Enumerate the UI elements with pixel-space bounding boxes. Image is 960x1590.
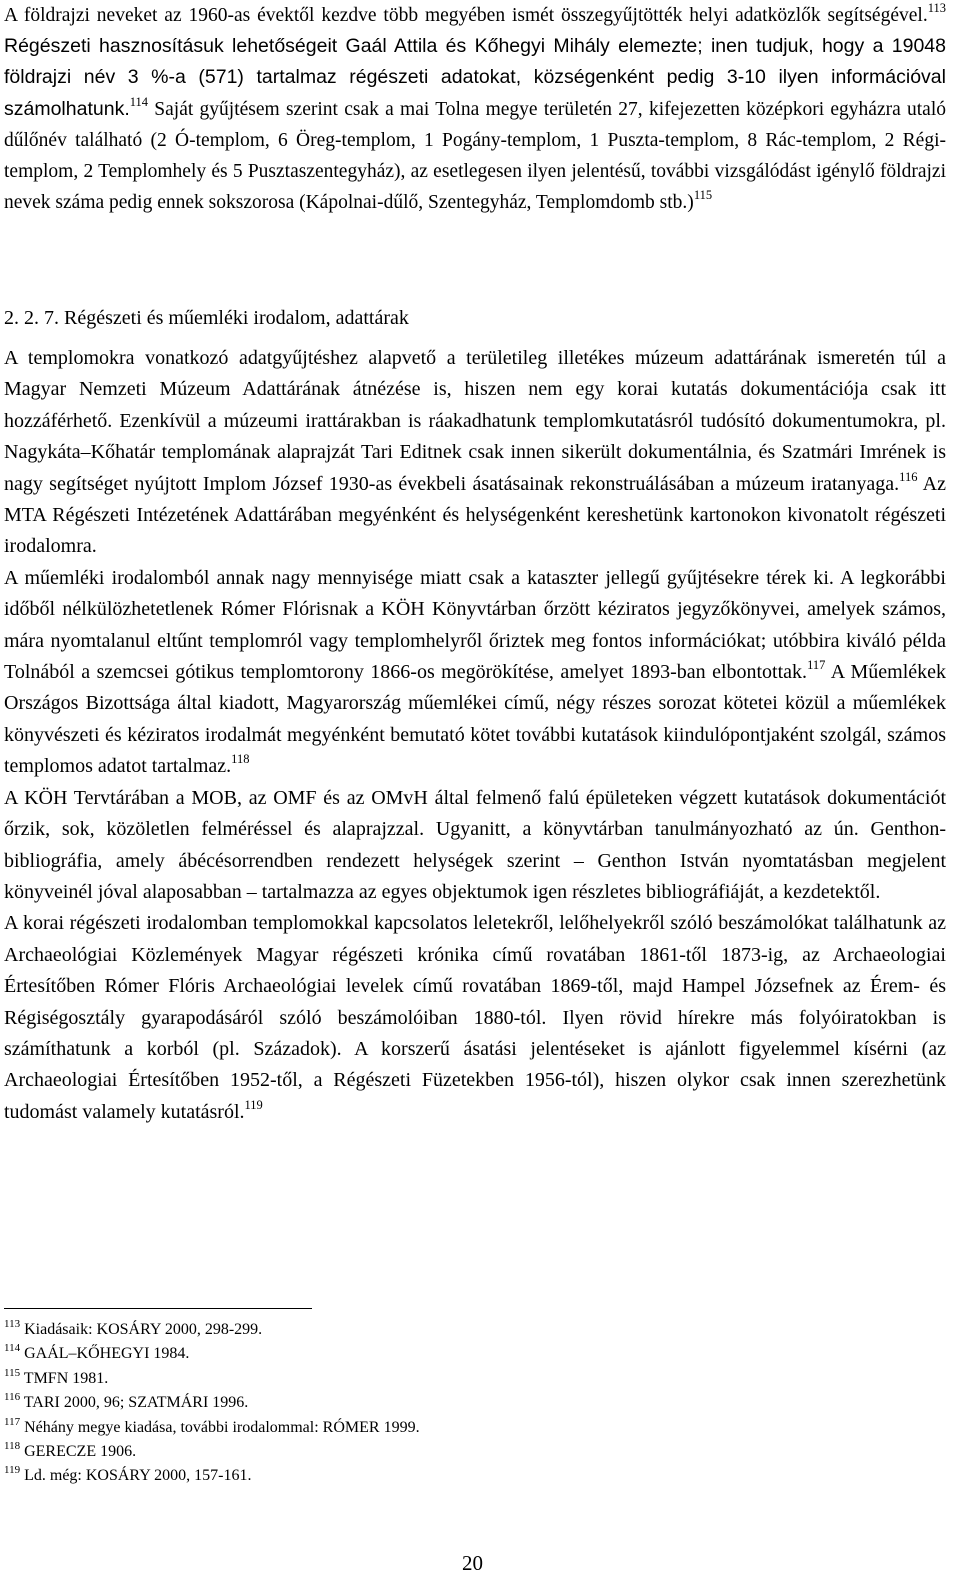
footnote-ref-113[interactable]: 113 — [927, 1, 946, 15]
footnote-ref-118[interactable]: 118 — [231, 752, 250, 767]
footnote-text: Ld. még: KOSÁRY 2000, 157-161. — [20, 1467, 252, 1485]
paragraph-monument-literature — [4, 563, 946, 783]
paragraph-place-names — [4, 0, 946, 218]
footnotes — [4, 1318, 420, 1489]
footnote-text: GAÁL–KŐHEGYI 1984. — [20, 1345, 190, 1363]
paragraph-text: A Műemlékek Országos Bizottsága által kiadott, Magyarország műemlékei című, négy részes sorozat kötetei közül a műemlékek könyvészeti és kéziratos irodalmát megyénként bemutató kötet további kutatások kiindulópontjaként szolgál, számos templomos adatot tartalmaz. — [4, 661, 947, 778]
footnote-118 — [4, 1440, 420, 1464]
footnote-number: 116 — [4, 1391, 21, 1404]
footnote-114 — [4, 1342, 420, 1366]
footnote-119 — [4, 1464, 420, 1488]
footnote-text: TARI 2000, 96; SZATMÁRI 1996. — [20, 1394, 249, 1412]
section-heading: 2. 2. 7. Régészeti és műemléki irodalom, adattárak — [4, 307, 409, 329]
footnote-text: TMFN 1981. — [20, 1369, 109, 1387]
footnote-ref-117[interactable]: 117 — [807, 658, 826, 673]
paragraph-koh-archive — [4, 783, 946, 909]
footnote-ref-115[interactable]: 115 — [693, 188, 713, 203]
footnote-116 — [4, 1391, 420, 1415]
footnote-ref-119[interactable]: 119 — [244, 1097, 263, 1112]
paragraph-text: Régészeti hasznosításuk lehetőségeit Gaál Attila és Kőhegyi Mihály elemezte; inen tudjuk, hogy a 19048 földrajzi név 3 %-a (571) tartalmaz régészeti adatokat, községenként pedig 3-10 ilyen információval számolhatunk. — [4, 35, 946, 120]
footnote-number: 117 — [4, 1415, 21, 1428]
footnote-number: 114 — [4, 1342, 21, 1355]
footnote-text: Néhány megye kiadása, további irodalommal: RÓMER 1999. — [20, 1418, 420, 1436]
footnote-113 — [4, 1318, 420, 1342]
paragraph-text: A földrajzi neveket az 1960-as évektől kezdve több megyében ismét összegyűjtötték helyi adatközlők segítségével. — [4, 5, 928, 26]
paragraph-text: Az MTA Régészeti Intézetének Adattárában megyénként és helységenként kereshetünk kartonokon kivonatolt régészeti irodalomra. — [4, 472, 946, 558]
paragraph-museum-archives — [4, 343, 946, 563]
paragraph-text: A műemléki irodalomból annak nagy mennyisége miatt csak a kataszter jellegű gyűjtésekre térek ki. A legkorábbi időből nélkülözhetetlenek Rómer Flórisnak a KÖH Könyvtárban őrzött kéziratos jegyzőkönyvei, amelyek számos, mára nyomtalanul eltűnt templomról vagy templomhelyről őriztek meg fontos információkat; utóbbira kiváló példa Tolnából a szemcsei gótikus templomtorony 1866-os megörökítése, amelyet 1893-ban elbontottak. — [4, 566, 946, 684]
footnote-ref-114[interactable]: 114 — [129, 94, 149, 109]
paragraph-text: A templomokra vonatkozó adatgyűjtéshez alapvető a területileg illetékes múzeum adattárának ismeretén túl a Magyar Nemzeti Múzeum Adattárának átnézése is, hiszen nem egy korai kutatás dokumentációja csak itt hozzáférhető. Ezenkívül a múzeumi irattárakban is ráakadhatunk templomkutatásról tudósító dokumentumokra, pl. Nagykáta–Kőhatár templomának alaprajzát Tari Editnek csak innen sikerült dokumentálnia, és Szatmári Imrének is nagy segítséget nyújtott Implom József 1930-as évekbeli ásatásainak rekonstruálásában a múzeum iratanyaga. — [4, 347, 946, 495]
page-number: 20 — [462, 1551, 483, 1575]
paragraph-text: Saját gyűjtésem szerint csak a mai Tolna megye területén 27, kifejezetten középkori egyházra utaló dűlőnév található (2 Ó-templom, 6 Öreg-templom, 1 Pogány-templom, 1 Puszta-templom, 8 Rác-templom, 2 Régi-templom, 2 Templomhely és 5 Pusztaszentegyház), az esetlegesen ilyen jelentésű, további vizsgálódást igénylő földrajzi nevek száma pedig ennek sokszorosa (Kápolnai-dűlő, Szentegyház, Templomdomb stb.) — [4, 98, 946, 214]
footnote-text: Kiadásaik: KOSÁRY 2000, 298-299. — [20, 1321, 263, 1338]
footnote-number: 115 — [4, 1366, 21, 1379]
footnote-117 — [4, 1416, 420, 1440]
paragraph-text: A KÖH Tervtárában a MOB, az OMF és az OMvH által felmenő falú épületeken végzett kutatások dokumentációt őrzik, sok, közöletlen felméréssel és alaprajzzal. Ugyanitt, a könyvtárban tanulmányozható az ún. Genthon-bibliográfia, amely ábécésorrendben rendezett helységek szerint – Genthon István nyomtatásban megjelent könyveinél jóval alaposabban – tartalmazza az egyes objektumok igen részletes bibliográfiáját, a kezdetektől. — [4, 786, 946, 903]
footnote-ref-116[interactable]: 116 — [899, 469, 918, 484]
footnote-number: 113 — [4, 1318, 21, 1330]
footnote-number: 119 — [4, 1464, 21, 1477]
footnote-number: 118 — [4, 1440, 21, 1453]
footnote-text: GERECZE 1906. — [20, 1443, 137, 1461]
section-body — [4, 343, 946, 1128]
paragraph-text: A korai régészeti irodalomban templomokkal kapcsolatos leletekről, lelőhelyekről szóló beszámolókat találhatunk az Archaeológiai Közlemények Magyar régészeti krónika című rovatában 1861-től 1873-ig, az Archaeologiai Értesítőben Rómer Flóris Archaeológiai levelek című rovatában 1869-től, majd Hampel Józsefnek az Érem- és Régiségosztály gyarapodásáról szóló beszámolóiban 1880-tól. Ilyen rövid hírekre más folyóiratokban is számíthatunk a korból (pl. Századok). A korszerű ásatási jelentéseket is ajánlott figyelemmel kísérni (az Archaeologiai Értesítőben 1952-től, a Régészeti Füzetekben 1956-tól), hiszen olykor csak innen szerezhetünk tudomást valamely kutatásról. — [4, 912, 946, 1123]
footnote-separator — [4, 1308, 312, 1309]
paragraph-early-literature — [4, 908, 946, 1128]
footnote-115 — [4, 1367, 420, 1391]
